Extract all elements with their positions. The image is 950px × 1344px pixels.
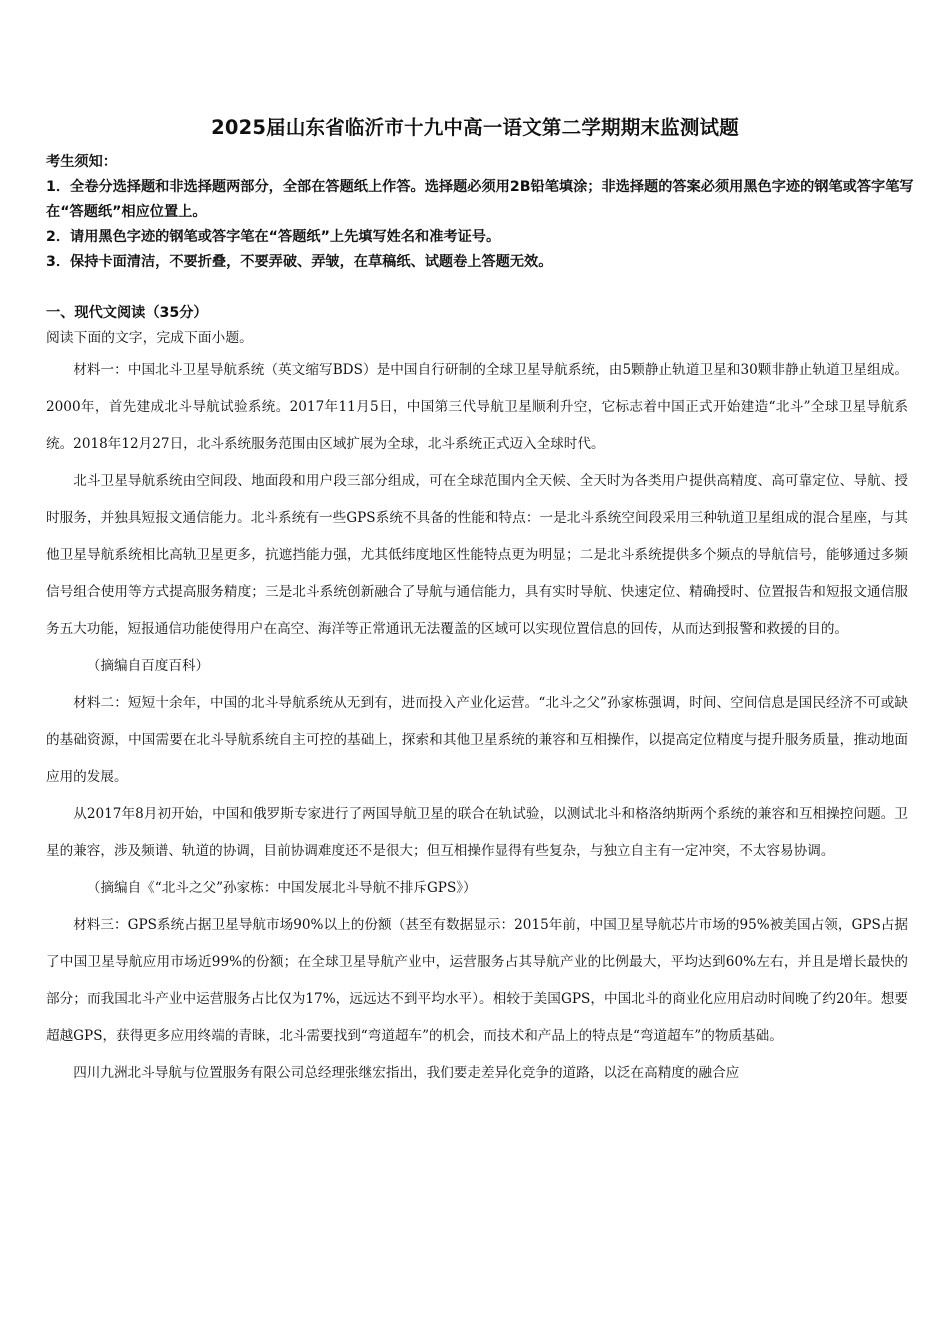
passage-paragraph: 材料二：短短十余年，中国的北斗导航系统从无到有，进而投入产业化运营。“北斗之父”孙家栋强调，时间、空间信息是国民经济不可或缺的基础资源，中国需要在北斗导航系统自主可控的基础上，探索和其他卫星系统的兼容和互相操作，以提高定位精度与提升服务质量，推动地面应用的发展。 [46,695,908,785]
notice-heading: 考生须知： [46,154,117,170]
passage-source: （摘编自《“北斗之父”孙家栋：中国发展北斗导航不排斥GPS》） [86,880,477,896]
notice-item: 2．请用黑色字迹的钢笔或答字笔在“答题纸”上先填写姓名和准考证号。 [46,229,501,245]
passage-paragraph: 从2017年8月初开始，中国和俄罗斯专家进行了两国导航卫星的联合在轨试验，以测试北斗和格洛纳斯两个系统的兼容和互相操控问题。卫星的兼容，涉及频谱、轨道的协调，目前协调难度还不是很大；但互相操作显得有些复杂，与独立自主有一定冲突，不太容易协调。 [46,806,908,859]
passage-paragraph: 北斗卫星导航系统由空间段、地面段和用户段三部分组成，可在全球范围内全天候、全天时为各类用户提供高精度、高可靠定位、导航、授时服务，并独具短报文通信能力。北斗系统有一些GPS系统不具备的性能和特点：一是北斗系统空间段采用三种轨道卫星组成的混合星座，与其他卫星导航系统相比高轨卫星更多，抗遮挡能力强，尤其低纬度地区性能特点更为明显；二是北斗系统提供多个频点的导航信号，能够通过多频信号组合使用等方式提高服务精度；三是北斗系统创新融合了导航与通信能力，具有实时导航、快速定位、精确授时、位置报告和短报文通信服务五大功能，短报通信功能使得用户在高空、海洋等正常通讯无法覆盖的区域可以实现位置信息的回传，从而达到报警和救援的目的。 [46,473,908,637]
notice-item: 1．全卷分选择题和非选择题两部分，全部在答题纸上作答。选择题必须用2B铅笔填涂；非选择题的答案必须用黑色字迹的钢笔或答字笔写在“答题纸”相应位置上。 [46,179,914,220]
passage-paragraph: 材料三：GPS系统占据卫星导航市场90%以上的份额（甚至有数据显示：2015年前，中国卫星导航芯片市场的95%被美国占领，GPS占据了中国卫星导航应用市场近99%的份额；在全球卫星导航产业中，运营服务占其导航产业的比例最大，平均达到60%左右，并且是增长最快的部分；而我国北斗产业中运营服务占比仅为17%，远远达不到平均水平）。相较于美国GPS，中国北斗的商业化应用启动时间晚了约20年。想要超越GPS，获得更多应用终端的青睐，北斗需要找到“弯道超车”的机会，而技术和产品上的特点是“弯道超车”的物质基础。 [46,917,908,1044]
notice-item: 3．保持卡面清洁，不要折叠，不要弄破、弄皱，在草稿纸、试题卷上答题无效。 [46,254,553,270]
section-intro: 阅读下面的文字，完成下面小题。 [46,330,253,346]
exam-title: 2025届山东省临沂市十九中高一语文第二学期期末监测试题 [211,116,739,139]
section-heading: 一、现代文阅读（35分） [46,305,208,321]
reading-passage [46,352,908,1092]
passage-source: （摘编自百度百科） [86,658,210,674]
passage-paragraph: 四川九洲北斗导航与位置服务有限公司总经理张继宏指出，我们要走差异化竞争的道路，以泛在高精度的融合应 [73,1065,740,1081]
candidate-notice [46,150,916,275]
passage-paragraph: 材料一：中国北斗卫星导航系统（英文缩写BDS）是中国自行研制的全球卫星导航系统，由5颗静止轨道卫星和30颗非静止轨道卫星组成。2000年，首先建成北斗导航试验系统。2017年11月5日，中国第三代导航卫星顺利升空，它标志着中国正式开始建造“北斗”全球卫星导航系统。2018年12月27日，北斗系统服务范围由区域扩展为全球，北斗系统正式迈入全球时代。 [46,362,908,452]
